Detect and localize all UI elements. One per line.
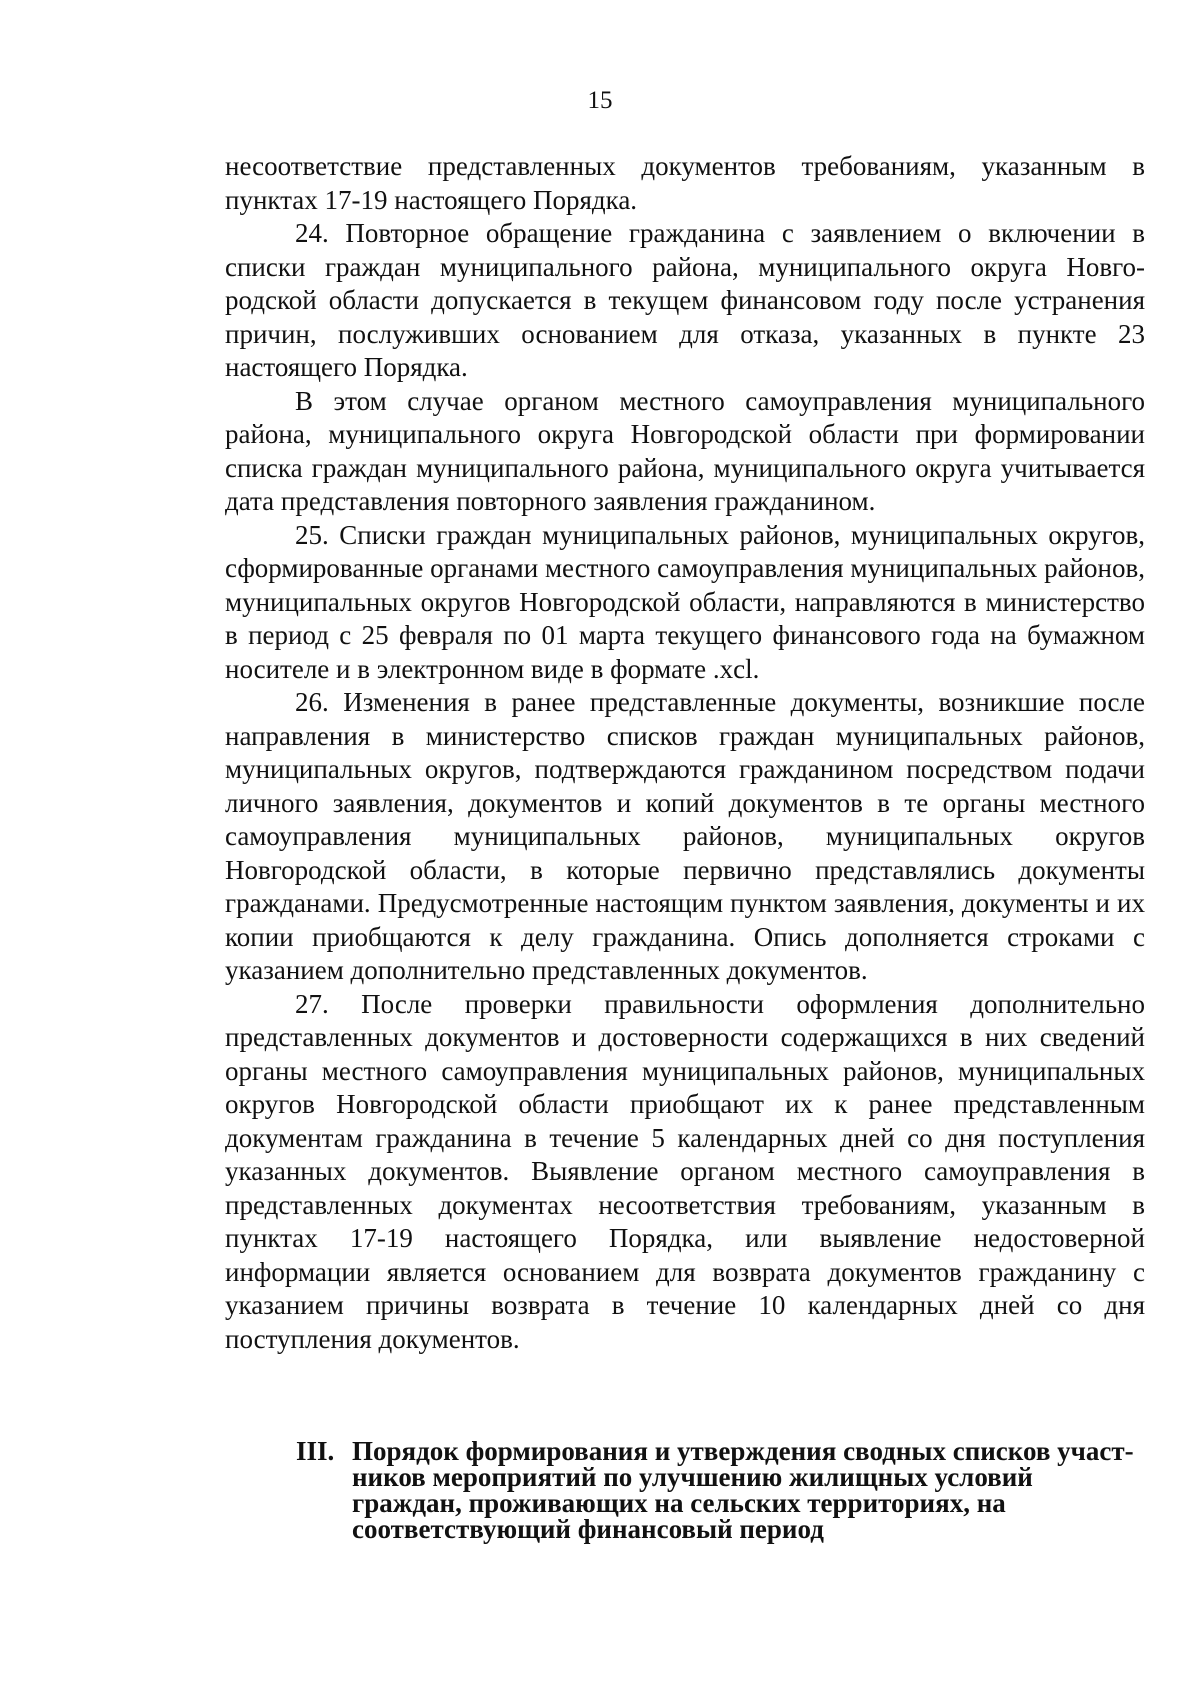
section-heading: [296, 1438, 1146, 1542]
paragraph-24-continued: В этом случае органом местного самоуправления муниципального района, муниципального округа Новгородской области при формировании списка граждан муниципального района, муниципального округа учитывается дата представления повторного заявления гражданином.: [225, 385, 1145, 516]
section-number: III.: [296, 1436, 335, 1466]
paragraph-26: 26. Изменения в ранее представленные документы, возникшие после направления в министерство списков граждан муниципальных районов, муниципальных округов, подтверждаются гражданином посредством подачи личного заявления, документов и копий документов в те органы местного самоуправления муниципальных районов, муниципальных округов Новгородской области, в которые первично представлялись документы гражданами. Предусмотренные настоящим пунктом заявления, документы и их копии приобщаются к делу гражданина. Опись дополняется строками с указанием дополнительно представленных документов.: [225, 687, 1145, 985]
document-body: [225, 150, 1145, 1356]
paragraph-continuation: несоответствие представленных документов требованиям, указанным в пунктах 17-19 настоящего Порядка.: [225, 151, 1145, 215]
paragraph-27: 27. После проверки правильности оформления дополнительно представленных документов и достоверности содержащихся в них сведений органы местного самоуправления муниципальных районов, муниципальных округов Новгородской области приобщают их к ранее представленным документам гражданина в течение 5 календарных дней со дня поступления указанных документов. Выявление органом местного самоуправления в представленных документах несоответствия требованиям, указанным в пунктах 17-19 настоящего Порядка, или выявление недостоверной информации является основанием для возврата документов гражданину с указанием причины возврата в течение 10 календарных дней со дня поступления документов.: [225, 988, 1145, 1354]
paragraph-24: 24. Повторное обращение гражданина с заявлением о включении в списки граждан муниципального района, муниципального округа Новгородской области допускается в текущем финансовом году после устранения причин, послуживших основанием для отказа, указанных в пункте 23 настоящего Порядка.: [225, 218, 1145, 382]
section-title: Порядок формирования и утверждения сводных списков участников мероприятий по улучшению жилищных условий граждан, проживающих на сельских территориях, на соответствующий финансовый период: [352, 1436, 1134, 1544]
paragraph-25: 25. Списки граждан муниципальных районов, муниципальных округов, сформированные органами местного самоуправления муниципальных районов, муниципальных округов Новгородской области, направляются в министерство в период с 25 февраля по 01 марта текущего финансового года на бумажном носителе и в электронном виде в формате .xcl.: [225, 519, 1145, 684]
page-number: 15: [587, 87, 613, 114]
